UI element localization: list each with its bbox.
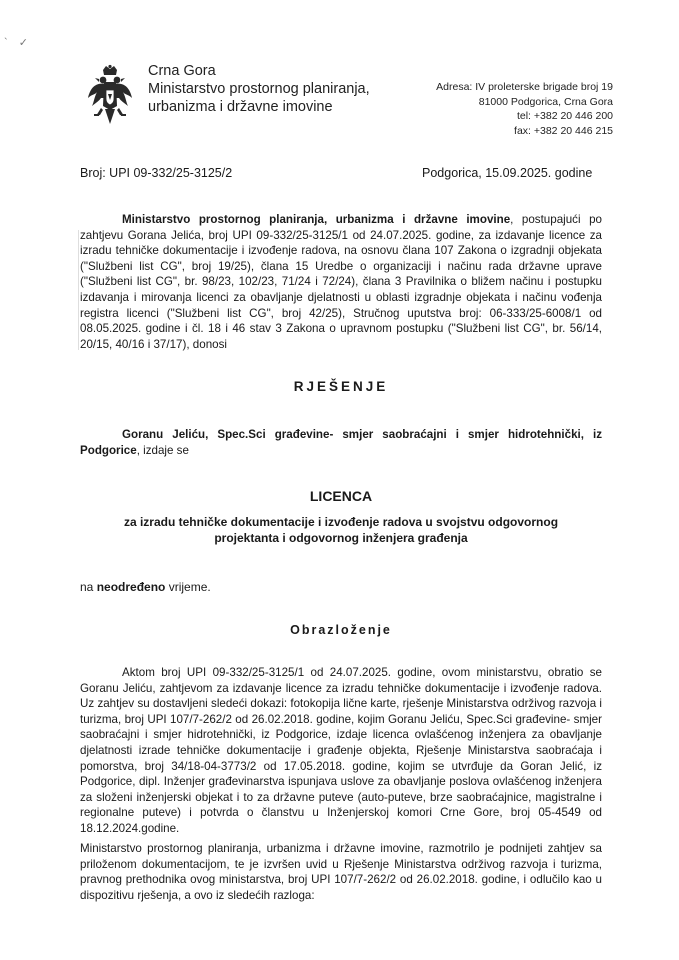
decision-recipient-paragraph bbox=[80, 427, 602, 458]
duration-value: neodređeno bbox=[96, 580, 166, 594]
ministry-line-name-2: urbanizma i državne imovine bbox=[148, 99, 333, 115]
licence-title: LICENCA bbox=[309, 488, 373, 504]
ministry-line-name-1: Ministarstvo prostornog planiranja, bbox=[148, 81, 370, 97]
decision-title: RJEŠENJE bbox=[293, 379, 389, 394]
ministry-name bbox=[148, 62, 370, 116]
licence-duration bbox=[80, 580, 211, 594]
reasoning-paragraph-1: Aktom broj UPI 09-332/25-3125/1 od 24.07.2025. godine, ovom ministarstvu, obratio se Goranu Jeliću, zahtjevom za izdavanje licence za izradu tehničke dokumentacije i izvođenje radova. Uz zahtjev su dostavljeni sledeći dokazi: fotokopija lične karte, rješenje Ministarstva održivog razvoja i turizma, broj UPI 107/7-262/2 od 26.02.2018. godine, kojim Goranu Jeliću, Spec.Sci građevine- smjer saobraćajni i smjer hidrotehnički, iz Podgorice, izdaje licenca ovlašćenog inženjera za obavljanje djelatnosti izrade tehničke dokumentacije i građenje objekta, Rješenje Ministarstva saobraćaja i pomorstva, broj 34/18-04-3773/2 od 17.05.2018. godine, kojim se utvrđuje da Goran Jelić, iz Podgorice, dipl. Inženjer građevinarstva ispunjava uslove za obavljanje poslova ovlašćenog inženjera za složeni inženjerski objekat i to za državne puteve (auto-puteve, brze saobraćajnice, magistralne i regionalne puteve) i potvrda o članstvu u Inženjerskoj komori Crne Gore, broj 05-4549 od 18.12.2024.godine. bbox=[80, 666, 602, 835]
intro-ministry-name: Ministarstvo prostornog planiranja, urbanizma i državne imovine bbox=[122, 213, 511, 226]
reasoning-title: Obrazloženje bbox=[290, 623, 392, 637]
duration-suffix: vrijeme. bbox=[165, 580, 211, 594]
address-fax: fax: +382 20 446 215 bbox=[514, 124, 613, 137]
address-phone: tel: +382 20 446 200 bbox=[516, 110, 613, 122]
address-city: 81000 Podgorica, Crna Gora bbox=[478, 95, 613, 108]
licence-description-line-1: za izradu tehničke dokumentacije i izvođenje radova u svojstvu odgovornog bbox=[123, 515, 559, 529]
document-date: Podgorica, 15.09.2025. godine bbox=[422, 166, 593, 180]
ministry-address-block bbox=[436, 80, 613, 138]
reasoning-paragraph-2: Ministarstvo prostornog planiranja, urbanizma i državne imovine, razmotrilo je podnijeti zahtjev sa priloženom dokumentacijom, te je izvršen uvid u Rješenje Ministarstva održivog razvoja i turizma, pravnog prethodnika ovog ministarstva, broj UPI 107/7-262/2 od 26.02.2018. godine, i odlučilo kao u dispozitivu rješenja, a ovo iz sledećih razloga: bbox=[80, 842, 602, 902]
intro-text: , postupajući po zahtjevu Gorana Jelića, broj UPI 09-332/25-3125/1 od 24.07.2025. godine, za izdavanje licence za izradu tehničke dokumentacije i izvođenje radova, na osnovu člana 107 Zakona o izgradnji objekata ("Službeni list CG", broj 19/25), člana 15 Uredbe o organizaciji i načinu rada državne uprave ("Službeni list CG", br. 98/23, 102/23, 71/24 i 72/24), člana 3 Pravilnika o bližem načinu i postupku izdavanja i mirovanja licenci za obavljanje djelatnosti u oblasti izgradnje objekata i načinu vođenja registra licenci ("Službeni list CG", broj 42/25), Stručnog uputstva broj: 06-333/25-6008/1 od 08.05.2025. godine i čl. 18 i 46 stav 3 Zakona o upravnom postupku ("Službeni list CG", br. 56/14, 20/15, 40/16 i 37/17), donosi bbox=[80, 213, 602, 351]
duration-prefix: na bbox=[80, 580, 97, 594]
licence-description-line-2: projektanta i odgovornog inženjera građenja bbox=[214, 531, 468, 545]
reference-number: Broj: UPI 09-332/25-3125/2 bbox=[80, 166, 233, 180]
address-street: Adresa: IV proleterske brigade broj 19 bbox=[436, 81, 613, 93]
recipient-text: , izdaje se bbox=[136, 443, 189, 457]
intro-paragraph bbox=[80, 212, 602, 352]
scan-margin-line bbox=[78, 230, 79, 350]
ministry-line-country: Crna Gora bbox=[148, 63, 216, 79]
scan-artifact-mark: ` ✓ bbox=[4, 37, 32, 49]
coat-of-arms-icon bbox=[86, 64, 134, 132]
licence-description bbox=[80, 514, 602, 546]
recipient-name: Goranu Jeliću, Spec.Sci građevine- smjer saobraćajni i smjer hidrotehnički, iz Podgorice bbox=[80, 428, 602, 457]
